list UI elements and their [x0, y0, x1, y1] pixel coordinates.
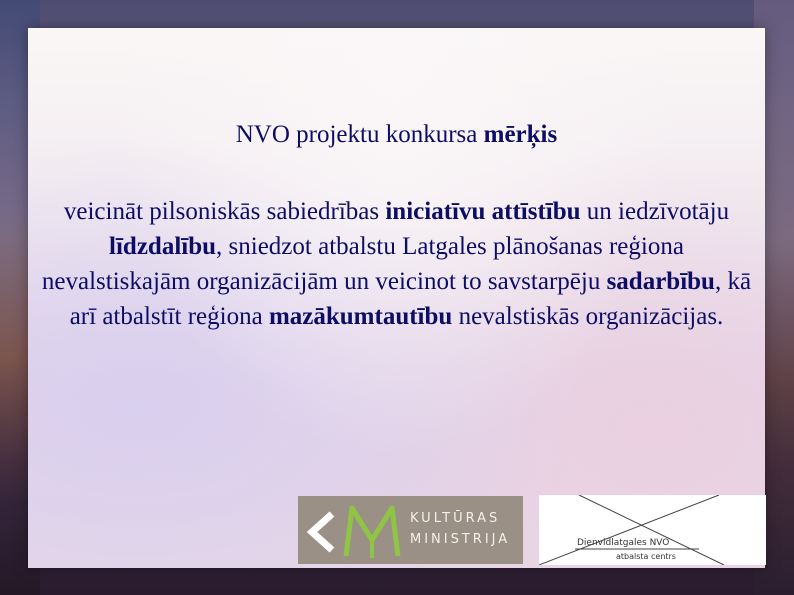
- body-bold-4: mazākumtautību: [268, 303, 453, 330]
- body-text-3: , sniedzot atbalstu Latgales plānošanas reģiona nevalstiskajām organizācijām un veicinot to savstarpēju: [41, 233, 684, 295]
- body-text-2: un iedzīvotāju: [580, 198, 730, 225]
- nvo-atbalsta-centrs-logo: [539, 495, 766, 565]
- slide-body: [36, 194, 757, 334]
- slide-title: [28, 120, 765, 150]
- title-text: NVO projektu konkursa: [235, 121, 484, 148]
- body-text-1: veicināt pilsoniskās sabiedrības: [63, 198, 386, 225]
- nvo-logo-line2: atbalsta centrs: [616, 552, 676, 561]
- less-than-icon: [304, 504, 338, 556]
- body-bold-3: sadarbību: [606, 268, 715, 295]
- ministry-mark-icon: [342, 500, 402, 562]
- body-text-5: nevalstiskās organizācijas.: [452, 303, 724, 330]
- kulturas-ministrija-logo: [298, 496, 523, 564]
- body-bold-2: līdzdalību: [109, 233, 217, 260]
- slide: [28, 28, 765, 568]
- logo-line-kulturas: KULTŪRAS: [410, 511, 501, 526]
- body-text-4: , kā arī atbalstīt reģiona: [69, 268, 752, 330]
- logo-line-ministrija: MINISTRIJA: [410, 532, 511, 547]
- title-bold: mērķis: [483, 121, 558, 148]
- nvo-logo-line1: Dienvidlatgales NVO: [577, 538, 670, 548]
- body-bold-1: iniciatīvu attīstību: [385, 198, 581, 225]
